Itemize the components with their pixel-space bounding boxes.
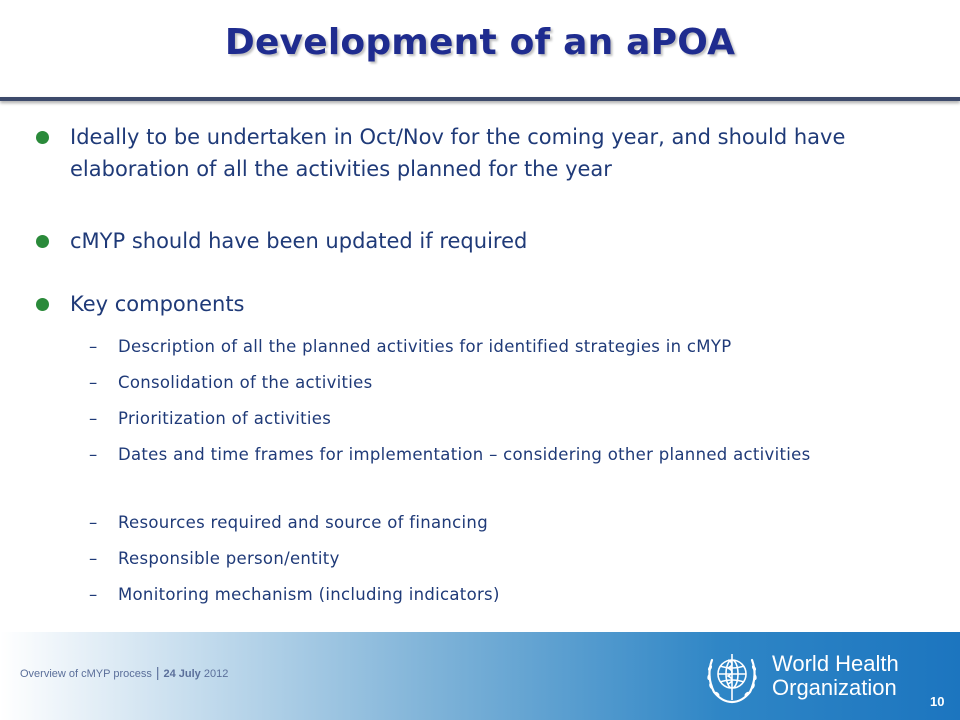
who-emblem-icon xyxy=(700,644,764,708)
sub-bullet-item-6 xyxy=(89,546,898,572)
sub-bullet-item-5 xyxy=(89,510,898,536)
dash-icon: – xyxy=(89,585,98,604)
footer-separator: | xyxy=(155,664,160,680)
sub-bullet-text: Monitoring mechanism (including indicators) xyxy=(118,585,500,604)
page-number: 10 xyxy=(930,694,945,709)
bullet-dot-icon xyxy=(36,298,49,311)
sub-bullet-item-3 xyxy=(89,406,898,432)
bullet-dot-icon xyxy=(36,235,49,248)
bullet-text: Ideally to be undertaken in Oct/Nov for the coming year, and should have elaboration of all the activities planned for the year xyxy=(70,125,846,181)
who-name-line2: Organization xyxy=(772,675,897,700)
slide-title: Development of an aPOA xyxy=(224,22,736,63)
sub-bullet-item-4 xyxy=(89,442,898,468)
sub-bullet-text: Resources required and source of financing xyxy=(118,513,488,532)
sub-bullet-item-7 xyxy=(89,582,898,608)
dash-icon: – xyxy=(89,445,98,464)
sub-bullet-text: Consolidation of the activities xyxy=(118,373,373,392)
sub-bullet-item-2 xyxy=(89,370,898,396)
bullet-item-1 xyxy=(70,121,900,185)
who-name-line1: World Health xyxy=(772,651,899,676)
sub-bullet-text: Prioritization of activities xyxy=(118,409,332,428)
dash-icon: – xyxy=(89,549,98,568)
dash-icon: – xyxy=(89,409,98,428)
footer-caption xyxy=(20,664,228,680)
footer-date: 24 July xyxy=(163,668,201,680)
sub-bullet-item-1 xyxy=(89,334,898,360)
bullet-item-2 xyxy=(70,225,900,257)
bullet-dot-icon xyxy=(36,131,49,144)
bullet-item-3 xyxy=(70,288,900,320)
slide-footer xyxy=(0,632,960,720)
dash-icon: – xyxy=(89,513,98,532)
who-name xyxy=(772,652,899,700)
dash-icon: – xyxy=(89,373,98,392)
bullet-text: cMYP should have been updated if required xyxy=(70,229,528,253)
bullet-text: Key components xyxy=(70,292,245,316)
footer-year: 2012 xyxy=(203,668,229,680)
sub-bullet-text: Dates and time frames for implementation – considering other planned activities xyxy=(118,445,811,464)
sub-bullet-text: Responsible person/entity xyxy=(118,549,340,568)
dash-icon: – xyxy=(89,337,98,356)
sub-bullet-text: Description of all the planned activities for identified strategies in cMYP xyxy=(118,337,732,356)
footer-presentation-title: Overview of cMYP process xyxy=(20,668,152,680)
title-divider xyxy=(0,97,960,101)
